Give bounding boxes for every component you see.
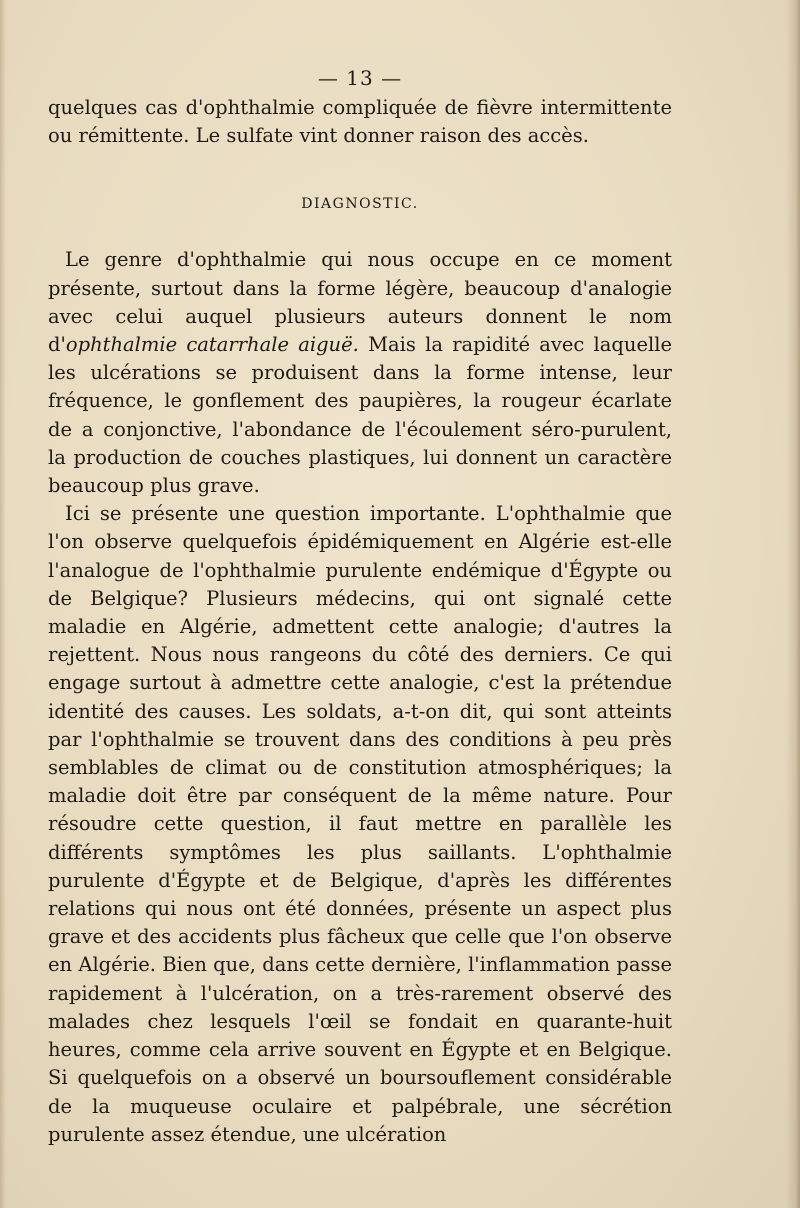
opening-paragraph: quelques cas d'ophthalmie compliquée de fièvre intermittente ou rémittente. Le sulfate vint donner raison des accès. — [48, 96, 672, 148]
paragraph-diagnostic-2: Ici se présente une question importante. L'ophthalmie que l'on observe quelquefois épidémiquement en Algérie est-elle l'analogue de l'ophthalmie purulente endémique d'Égypte ou de Belgique? Plusieurs médecins, qui ont signalé cette maladie en Algérie, admettent cette analogie; d'autres la rejettent. Nous nous rangeons du côté des derniers. Ce qui engage surtout à admettre cette analogie, c'est la prétendue identité des causes. Les soldats, a-t-on dit, qui sont atteints par l'ophthalmie se trouvent dans des conditions à peu près semblables de climat ou de constitution atmosphériques; la maladie doit être par conséquent de la même nature. Pour résoudre cette question, il faut mettre en parallèle les différents symptômes les plus saillants. L'ophthalmie purulente d'Égypte et de Belgique, d'après les différentes relations qui nous ont été données, présente un aspect plus grave et des accidents plus fâcheux que celle que l'on observe en Algérie. Bien que, dans cette dernière, l'inflammation passe rapidement à l'ulcération, on a très-rarement observé des malades chez lesquels l'œil se fondait en quarante-huit heures, comme cela arrive souvent en Égypte et en Belgique. Si quelquefois on a observé un boursouflement considérable de la muqueuse oculaire et palpébrale, une sécrétion purulente assez étendue, une ulcération — [48, 502, 672, 1146]
page-number: — 13 — — [317, 66, 403, 90]
paragraph-1-text-a: Le genre d'ophthalmie qui nous occupe en ce moment présente, surtout dans la forme légère, beaucoup d'analogie avec celui auquel plusieurs auteurs donnent le nom d' — [48, 248, 672, 357]
page-text — [48, 64, 672, 1149]
italic-term: ophthalmie catarrhale aiguë. — [65, 333, 359, 357]
binding-shadow — [0, 0, 6, 1208]
section-heading: DIAGNOSTIC. — [301, 196, 419, 213]
paragraph-1-text-b: Mais la rapidité avec laquelle les ulcérations se produisent dans la forme intense, leur fréquence, le gonflement des paupières, la rougeur écarlate de a conjonctive, l'abondance de l'écoulement séro-purulent, la production de couches plastiques, lui donnent un caractère beaucoup plus grave. — [48, 333, 672, 498]
page-edge-shadow — [786, 0, 800, 1208]
paragraph-diagnostic-1 — [48, 246, 672, 500]
